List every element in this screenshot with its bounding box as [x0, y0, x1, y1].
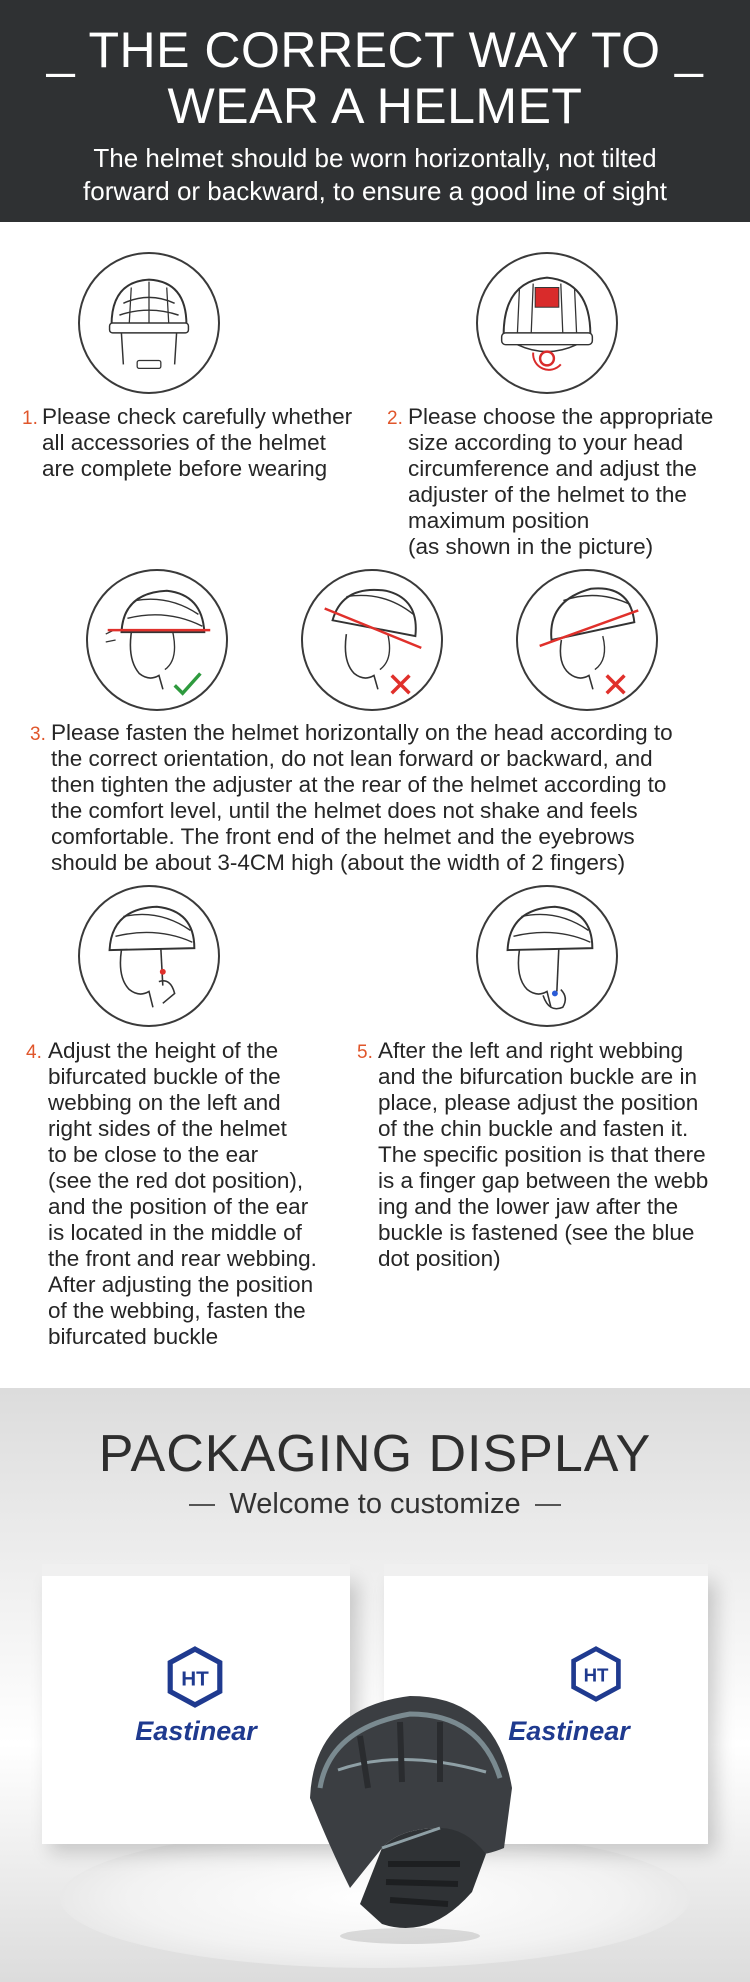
step-text-line: Adjust the height of the [48, 1038, 279, 1063]
step-text-line: (see the red dot position), [48, 1168, 304, 1193]
brand-logo-icon [164, 1646, 226, 1708]
step-text-line: buckle is fastened (see the blue [378, 1220, 695, 1245]
helmet-correct-illustration [86, 569, 228, 711]
helmet-adjuster-illustration [476, 252, 618, 394]
step-number: 4. [26, 1042, 42, 1063]
strap-buckle-illustration [78, 885, 220, 1027]
step-text-line: Please check carefully whether [42, 404, 353, 429]
subtitle-line-2: forward or backward, to ensure a good line of sight [83, 176, 667, 206]
strap-buckle-icon [80, 887, 218, 1025]
full-face-helmet-image [290, 1678, 520, 1958]
packaging-subtitle [0, 1486, 750, 1522]
brand-name: Eastinear [508, 1716, 630, 1746]
step-text-line: the comfort level, until the helmet does not shake and feels [51, 798, 638, 823]
title-line-2: WEAR A HELMET [167, 78, 583, 134]
step-text-line: and the position of the ear [48, 1194, 309, 1219]
step-text-line: should be about 3-4CM high (about the width of 2 fingers) [51, 850, 626, 875]
helmet-front-illustration [78, 252, 220, 394]
step-text-line: the correct orientation, do not lean forward or backward, and [51, 746, 653, 771]
header-subtitle [0, 142, 750, 208]
title-line-1: _ THE CORRECT WAY TO _ [46, 22, 704, 78]
divider [535, 1504, 561, 1506]
chin-buckle-icon [478, 887, 616, 1025]
step-text-line: After adjusting the position [48, 1272, 314, 1297]
step-text-line: place, please adjust the position [378, 1090, 699, 1115]
step-text-line: and the bifurcation buckle are in [378, 1064, 697, 1089]
brand-name: Eastinear [135, 1716, 257, 1746]
step-text-line: then tighten the adjuster at the rear of the helmet according to [51, 772, 667, 797]
step-text-line: of the chin buckle and fasten it. [378, 1116, 689, 1141]
step-text-line: dot position) [378, 1246, 501, 1271]
step-text-line: bifurcated buckle [48, 1324, 219, 1349]
step-text-line: circumference and adjust the [408, 456, 697, 481]
logo-letters: HT [583, 1664, 609, 1686]
step-text-line: After the left and right webbing [378, 1038, 684, 1063]
step-number: 3. [30, 724, 46, 745]
step-text-line: to be close to the ear [48, 1142, 259, 1167]
box-top-edge [42, 1564, 350, 1576]
step-text-line: are complete before wearing [42, 456, 328, 481]
step-number: 5. [357, 1042, 373, 1063]
step-text-line: is located in the middle of [48, 1220, 302, 1245]
step-text-line: (as shown in the picture) [408, 534, 654, 559]
step-text-line: comfortable. The front end of the helmet and the eyebrows [51, 824, 635, 849]
box-top-edge [384, 1564, 708, 1576]
helmet-tilted-back-illustration [301, 569, 443, 711]
step-text-line: bifurcated buckle of the [48, 1064, 281, 1089]
subtitle-line-1: The helmet should be worn horizontally, not tilted [93, 143, 657, 173]
step-text-line: right sides of the helmet [48, 1116, 287, 1141]
chin-buckle-illustration [476, 885, 618, 1027]
helmet-tilted-forward-icon [518, 571, 656, 709]
page-header [0, 0, 750, 222]
helmet-tilted-forward-illustration [516, 569, 658, 711]
step-number: 1. [22, 408, 38, 429]
logo-letters: HT [181, 1667, 209, 1691]
cross-icon [392, 675, 410, 693]
step-text-line: adjuster of the helmet to the [408, 482, 687, 507]
step-number: 2. [387, 408, 403, 429]
step-text-line: of the webbing, fasten the [48, 1298, 306, 1323]
step-text-line: ing and the lower jaw after the [378, 1194, 679, 1219]
divider [189, 1504, 215, 1506]
step-text-line: maximum position [408, 508, 590, 533]
step-text-line: webbing on the left and [48, 1090, 281, 1115]
helmet-tilted-back-icon [303, 571, 441, 709]
packaging-subtitle-text: Welcome to customize [229, 1488, 521, 1520]
packaging-title: PACKAGING DISPLAY [98, 1425, 652, 1483]
brand-logo-icon [568, 1646, 624, 1702]
step-text-line: all accessories of the helmet [42, 430, 326, 455]
step-text-line: is a finger gap between the webb [378, 1168, 709, 1193]
helmet-front-icon [80, 254, 218, 392]
step-text-line: Please choose the appropriate [408, 404, 714, 429]
step-text-line: The specific position is that there [378, 1142, 706, 1167]
check-icon [175, 674, 201, 694]
helmet-correct-icon [88, 571, 226, 709]
step-text-line: the front and rear webbing. [48, 1246, 317, 1271]
step-text-line: size according to your head [408, 430, 684, 455]
helmet-adjuster-icon [478, 254, 616, 392]
cross-icon [607, 675, 625, 693]
step-text-line: Please fasten the helmet horizontally on the head according to [51, 720, 673, 745]
packaging-section [0, 1388, 750, 1982]
